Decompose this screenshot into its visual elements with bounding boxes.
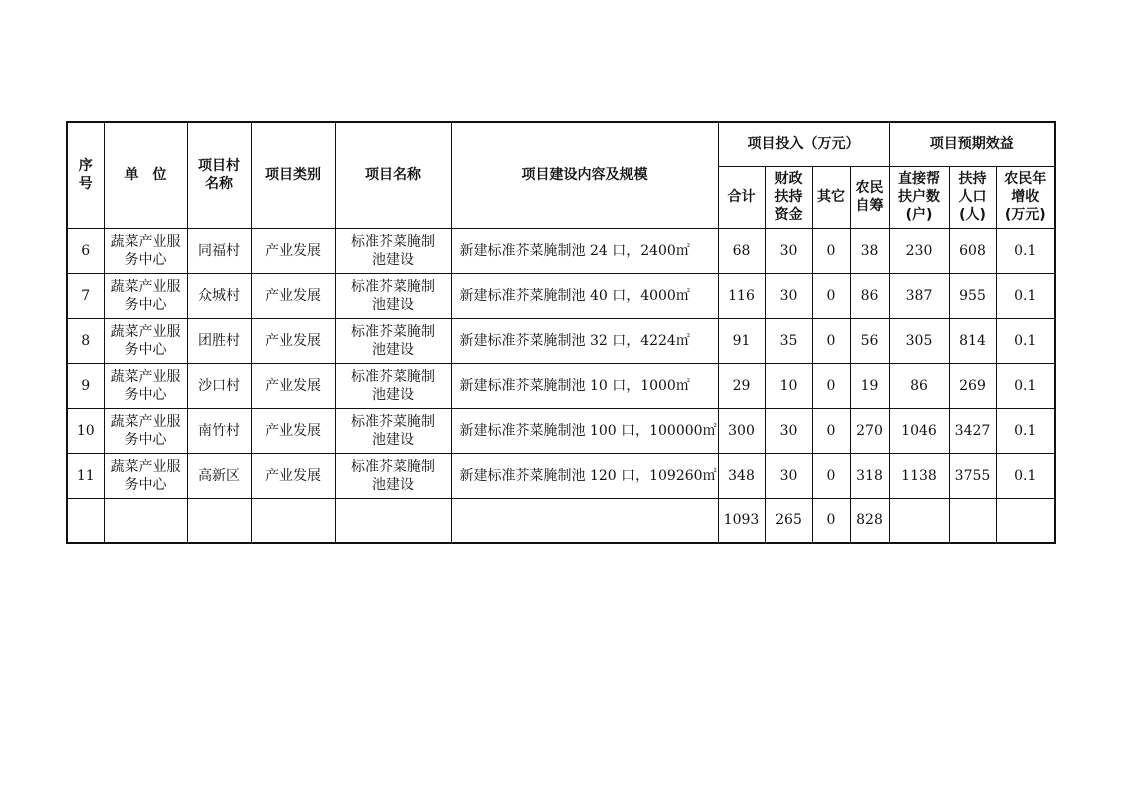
table-row	[67, 453, 1055, 498]
cell-seq: 11	[67, 453, 104, 498]
cell-other: 0	[812, 408, 850, 453]
cell-total: 68	[718, 228, 765, 273]
cell-unit: 蔬菜产业服务中心	[104, 228, 187, 273]
cell-other: 0	[812, 273, 850, 318]
cell-village: 同福村	[187, 228, 251, 273]
cell-unit: 蔬菜产业服务中心	[104, 363, 187, 408]
cell-content: 新建标准芥菜腌制池 120 口，109260㎡	[451, 453, 718, 498]
cell-finance: 30	[765, 408, 812, 453]
header-content: 项目建设内容及规模	[451, 122, 718, 228]
cell-households: 1046	[889, 408, 949, 453]
cell-households: 86	[889, 363, 949, 408]
cell-unit: 蔬菜产业服务中心	[104, 318, 187, 363]
empty-cell	[949, 498, 996, 543]
cell-total: 91	[718, 318, 765, 363]
cell-unit: 蔬菜产业服务中心	[104, 408, 187, 453]
cell-seq: 8	[67, 318, 104, 363]
totals-row	[67, 498, 1055, 543]
cell-seq: 10	[67, 408, 104, 453]
cell-other: 0	[812, 318, 850, 363]
cell-project-name: 标准芥菜腌制池建设	[335, 273, 451, 318]
empty-cell	[187, 498, 251, 543]
cell-people: 608	[949, 228, 996, 273]
header-people: 扶持人口(人)	[949, 166, 996, 228]
cell-category: 产业发展	[251, 363, 335, 408]
header-investment: 项目投入（万元）	[718, 122, 889, 166]
cell-farmer: 318	[850, 453, 889, 498]
cell-unit: 蔬菜产业服务中心	[104, 453, 187, 498]
cell-income: 0.1	[996, 273, 1055, 318]
header-village: 项目村名称	[187, 122, 251, 228]
cell-content: 新建标准芥菜腌制池 40 口，4000㎡	[451, 273, 718, 318]
cell-households: 387	[889, 273, 949, 318]
header-households: 直接帮扶户数(户)	[889, 166, 949, 228]
cell-project-name: 标准芥菜腌制池建设	[335, 453, 451, 498]
cell-village: 南竹村	[187, 408, 251, 453]
cell-total: 116	[718, 273, 765, 318]
cell-income: 0.1	[996, 408, 1055, 453]
cell-farmer: 270	[850, 408, 889, 453]
table-row	[67, 228, 1055, 273]
header-seq: 序号	[67, 122, 104, 228]
cell-village: 众城村	[187, 273, 251, 318]
cell-content: 新建标准芥菜腌制池 10 口，1000㎡	[451, 363, 718, 408]
cell-income: 0.1	[996, 318, 1055, 363]
cell-finance: 30	[765, 273, 812, 318]
cell-households: 1138	[889, 453, 949, 498]
cell-category: 产业发展	[251, 273, 335, 318]
cell-category: 产业发展	[251, 408, 335, 453]
table-row	[67, 273, 1055, 318]
header-unit: 单 位	[104, 122, 187, 228]
cell-farmer: 56	[850, 318, 889, 363]
table-row	[67, 363, 1055, 408]
total-sum: 1093	[718, 498, 765, 543]
cell-people: 3427	[949, 408, 996, 453]
empty-cell	[889, 498, 949, 543]
cell-other: 0	[812, 228, 850, 273]
empty-cell	[67, 498, 104, 543]
header-other: 其它	[812, 166, 850, 228]
cell-farmer: 86	[850, 273, 889, 318]
cell-seq: 9	[67, 363, 104, 408]
cell-total: 300	[718, 408, 765, 453]
other-sum: 0	[812, 498, 850, 543]
cell-other: 0	[812, 453, 850, 498]
cell-category: 产业发展	[251, 228, 335, 273]
cell-village: 高新区	[187, 453, 251, 498]
cell-project-name: 标准芥菜腌制池建设	[335, 318, 451, 363]
cell-people: 955	[949, 273, 996, 318]
cell-village: 团胜村	[187, 318, 251, 363]
cell-project-name: 标准芥菜腌制池建设	[335, 228, 451, 273]
header-row-top	[67, 122, 1055, 166]
header-income: 农民年增收(万元)	[996, 166, 1055, 228]
empty-cell	[335, 498, 451, 543]
cell-other: 0	[812, 363, 850, 408]
header-finance: 财政扶持资金	[765, 166, 812, 228]
cell-farmer: 19	[850, 363, 889, 408]
table-row	[67, 318, 1055, 363]
cell-village: 沙口村	[187, 363, 251, 408]
cell-income: 0.1	[996, 228, 1055, 273]
empty-cell	[451, 498, 718, 543]
table-row	[67, 408, 1055, 453]
cell-finance: 30	[765, 453, 812, 498]
cell-content: 新建标准芥菜腌制池 24 口，2400㎡	[451, 228, 718, 273]
cell-seq: 6	[67, 228, 104, 273]
cell-people: 3755	[949, 453, 996, 498]
empty-cell	[104, 498, 187, 543]
cell-category: 产业发展	[251, 318, 335, 363]
cell-people: 814	[949, 318, 996, 363]
cell-people: 269	[949, 363, 996, 408]
cell-category: 产业发展	[251, 453, 335, 498]
header-farmer: 农民自筹	[850, 166, 889, 228]
header-category: 项目类别	[251, 122, 335, 228]
cell-seq: 7	[67, 273, 104, 318]
cell-content: 新建标准芥菜腌制池 32 口，4224㎡	[451, 318, 718, 363]
cell-total: 29	[718, 363, 765, 408]
cell-households: 305	[889, 318, 949, 363]
header-total: 合计	[718, 166, 765, 228]
empty-cell	[996, 498, 1055, 543]
finance-sum: 265	[765, 498, 812, 543]
farmer-sum: 828	[850, 498, 889, 543]
cell-project-name: 标准芥菜腌制池建设	[335, 408, 451, 453]
cell-income: 0.1	[996, 453, 1055, 498]
cell-farmer: 38	[850, 228, 889, 273]
cell-project-name: 标准芥菜腌制池建设	[335, 363, 451, 408]
cell-households: 230	[889, 228, 949, 273]
empty-cell	[251, 498, 335, 543]
cell-total: 348	[718, 453, 765, 498]
project-table	[66, 121, 1056, 544]
cell-finance: 10	[765, 363, 812, 408]
cell-income: 0.1	[996, 363, 1055, 408]
cell-finance: 30	[765, 228, 812, 273]
cell-finance: 35	[765, 318, 812, 363]
header-benefit: 项目预期效益	[889, 122, 1055, 166]
cell-content: 新建标准芥菜腌制池 100 口，100000㎡	[451, 408, 718, 453]
header-project-name: 项目名称	[335, 122, 451, 228]
cell-unit: 蔬菜产业服务中心	[104, 273, 187, 318]
